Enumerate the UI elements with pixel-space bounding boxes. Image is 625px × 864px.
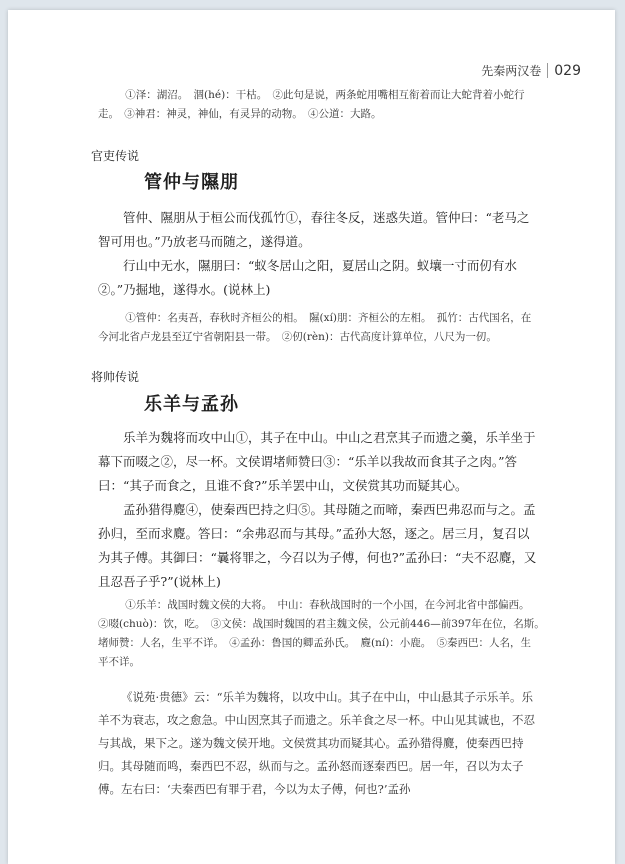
story-body — [98, 206, 540, 302]
book-page — [8, 10, 615, 864]
footnote-text: ①管仲：名夷吾，春秋时齐桓公的相。 隰(xí)朋：齐桓公的左相。 孤竹：古代国名，在今河北省卢龙县至辽宁省朝阳县一带。 ②仞(rèn)：古代高度计算单位，八尺为一仞。 — [98, 312, 532, 343]
page-number: 029 — [554, 62, 581, 79]
commentary — [98, 686, 540, 801]
story-footnotes — [98, 596, 551, 672]
footnote-text: ①泽：湖沼。 涸(hé)：干枯。 ②此句是说，两条蛇用嘴相互衔着而让大蛇背着小蛇行走。 ③神君：神灵，神仙，有灵异的动物。 ④公道：大路。 — [98, 89, 525, 120]
paragraph: 孟孙猎得麑④，使秦西巴持之归⑤。其母随之而啼，秦西巴弗忍而与之。孟孙归，至而求麑。答曰：“余弗忍而与其母。”孟孙大怒，逐之。居三月，复召以为其子傅。其御曰：“曩将罪之，今召以为子傅，何也?”孟孙曰：“夫不忍麑，又且忍吾子乎?”(说林上) — [98, 502, 537, 589]
story-title: 管仲与隰朋 — [144, 172, 239, 193]
header-divider — [547, 63, 548, 78]
paragraph: 行山中无水，隰朋曰：“蚁冬居山之阳，夏居山之阴。蚁壤一寸而仞有水②。”乃掘地，遂得水。(说林上) — [98, 258, 517, 297]
top-footnotes — [98, 86, 540, 124]
story-footnotes — [98, 309, 540, 347]
footnote-text: ①乐羊：战国时魏文侯的大将。 中山：春秋战国时的一个小国，在今河北省中部偏西。 ②啜(chuò)：饮，吃。 ③文侯：战国时魏国的君主魏文侯，公元前446—前397年在位，名斯。 堵师赞：人名，生平不详。 ④孟孙：鲁国的卿孟孙氏。 麑(ní)：小鹿。 ⑤秦西巴：人名，生平不详。 — [98, 599, 551, 668]
section-label: 将帅传说 — [91, 370, 140, 384]
running-header — [481, 62, 581, 79]
book-title: 先秦两汉卷 — [481, 64, 542, 78]
paragraph: 乐羊为魏将而攻中山①，其子在中山。中山之君烹其子而遗之羹，乐羊坐于幕下而啜之②，尽一杯。文侯谓堵师赞曰③：“乐羊以我故而食其子之肉。”答曰：“其子而食之，且谁不食?”乐羊罢中山，文侯赏其功而疑其心。 — [98, 430, 536, 493]
section-label: 官吏传说 — [91, 149, 140, 163]
story-title: 乐羊与孟孙 — [144, 394, 239, 415]
story-body — [98, 426, 540, 594]
paragraph: 管仲、隰朋从于桓公而伐孤竹①，春往冬反，迷惑失道。管仲曰：“老马之智可用也。”乃放老马而随之，遂得道。 — [98, 210, 530, 249]
commentary-text: 《说苑·贵德》云：“乐羊为魏将，以攻中山。其子在中山，中山悬其子示乐羊。乐羊不为衰志，攻之愈急。中山因烹其子而遗之。乐羊食之尽一杯。中山见其诚也，不忍与其战，果下之。遂为魏文侯开地。文侯赏其功而疑其心。孟孙猎得麑，使秦西巴持归。其母随而鸣，秦西巴不忍，纵而与之。孟孙怒而逐秦西巴。居一年，召以为太子傅。左右曰：‘夫秦西巴有罪于君，今以为太子傅，何也?’孟孙 — [98, 690, 535, 796]
